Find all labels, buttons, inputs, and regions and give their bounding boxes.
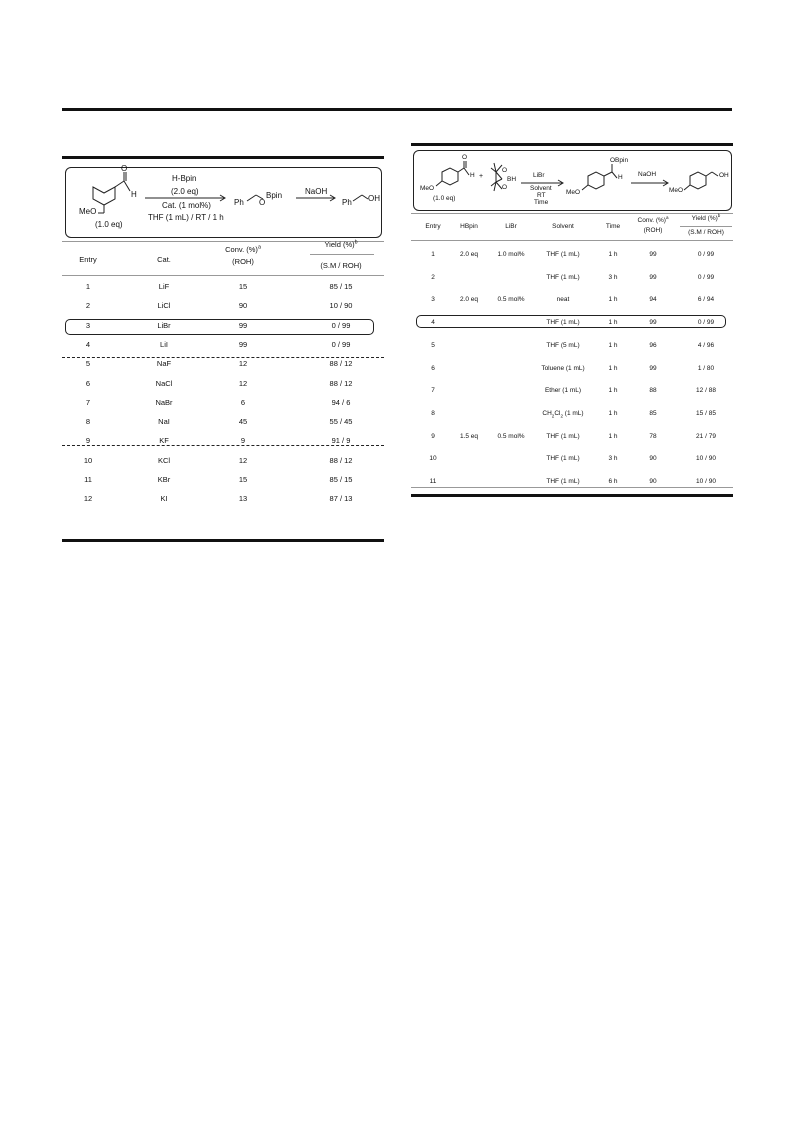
table1-reagent-top: H-Bpin — [172, 174, 197, 183]
table2-plus: + — [479, 173, 484, 180]
table1-header-yield-sup: b — [354, 239, 358, 246]
table2-header-libr: LiBr — [505, 223, 517, 230]
table1-header-conv: Conv. (%)$^a$ — [225, 244, 261, 254]
table1-conditions-label: THF (1 mL) / RT / 1 h — [148, 213, 224, 222]
table2-yield-subrule — [680, 226, 732, 227]
table2-cell-solvent: THF (1 mL) — [546, 478, 580, 485]
table1-cell-entry: 11 — [84, 475, 92, 484]
table2-header-time: Time — [605, 223, 621, 230]
table2-header-hbpin: HBpin — [460, 223, 478, 230]
table2-meo-label: MeO — [420, 185, 435, 192]
table2-cell-conv: 85 — [649, 409, 657, 417]
table2-cell-conv: 99 — [649, 251, 657, 258]
table2-cell-conv: 90 — [649, 455, 657, 463]
table2-cell-entry: 1 — [431, 251, 435, 258]
table1-cell-cat: LiBr — [157, 320, 171, 330]
table2-cell-yield: 12 / 88 — [696, 387, 716, 395]
table2-cell-time: 1 h — [608, 251, 618, 258]
table2-cell-conv: 78 — [649, 432, 657, 440]
table2-bottom-rule — [411, 494, 733, 497]
table1-cell-conv: 99 — [238, 320, 248, 330]
table1-ph1: Ph — [234, 198, 244, 207]
table1-cell-conv: 12 — [238, 359, 248, 369]
table2-naoh: NaOH — [638, 171, 657, 178]
table1-cell-yield: 0 / 99 — [331, 320, 351, 330]
table2-cell-yield: 1 / 80 — [697, 364, 715, 372]
table2-cell-time: 1 h — [608, 296, 618, 304]
table2-cell-yield: 10 / 90 — [696, 478, 716, 485]
table1-header-conv-sup: a — [257, 244, 261, 251]
table1-cell-cat: KI — [160, 494, 168, 504]
table2-header-yield-sub: (S.M / ROH) — [688, 229, 724, 236]
table1-cell-entry: 4 — [85, 339, 91, 349]
table2-cell-yield: 0 / 99 — [697, 273, 715, 281]
table1-cell-cat: LiF — [158, 282, 170, 291]
table1-boronate-bpin: Bpin — [266, 191, 283, 200]
table1-reagent-eq: (2.0 eq) — [171, 187, 199, 196]
table1-naoh-label: NaOH — [305, 187, 328, 196]
table1-cell-conv: 13 — [238, 494, 248, 504]
table2-cell-solvent: THF (1 mL) — [546, 273, 580, 281]
table1-oh: OH — [368, 194, 380, 203]
table2-o-top: O — [502, 167, 508, 174]
table1-cell-yield: 85 / 15 — [329, 282, 353, 291]
table2-cell-solvent: THF (1 mL) — [546, 455, 580, 463]
table1-cell-entry: 7 — [85, 397, 91, 407]
table2-cell-time: 1 h — [608, 387, 618, 395]
table1-ph2: Ph — [342, 198, 352, 207]
table2-cell-entry: 10 — [429, 455, 437, 463]
table2-cell-time: 3 h — [608, 455, 618, 463]
table1-cell-yield: 87 / 13 — [329, 494, 353, 504]
table1-cell-cat: NaCl — [155, 378, 173, 388]
table2-meo3: MeO — [669, 187, 684, 194]
table1-cell-yield: 0 / 99 — [331, 339, 351, 349]
table1-catalyst-label: Cat. (1 mol%) — [162, 201, 211, 210]
table2-header-yield-sup: b — [717, 213, 721, 218]
table2-cell-libr: 1.0 mol% — [497, 251, 525, 258]
table1-cell-entry: 8 — [85, 417, 91, 427]
table2-solvent: Solvent — [530, 185, 552, 192]
table1-cell-cat: NaBr — [155, 397, 173, 407]
table1-cell-cat: LiI — [160, 339, 168, 349]
table2-cell-entry: 8 — [431, 409, 435, 417]
table2-cell-yield: 4 / 96 — [697, 341, 715, 349]
table2-cell-yield: 10 / 90 — [696, 455, 716, 463]
table2-cell-time: 3 h — [608, 273, 618, 281]
table2-cell-entry: 9 — [431, 432, 435, 440]
table1-cell-conv: 12 — [238, 378, 248, 388]
table1-cell-yield: 88 / 12 — [329, 455, 353, 465]
table1-cell-cat: NaF — [156, 359, 172, 369]
table1-cell-conv: 90 — [238, 301, 248, 311]
table1-cell-entry: 6 — [85, 378, 91, 388]
table1-cell-yield: 55 / 45 — [329, 417, 353, 427]
table1-cell-conv: 99 — [238, 339, 248, 349]
table2-cell-solvent: Toluene (1 mL) — [541, 364, 585, 372]
table2-cell-conv: 90 — [649, 478, 657, 485]
table2-cell-entry: 11 — [429, 478, 437, 485]
table1-aldehyde-o: O — [121, 164, 128, 173]
table2-cell-entry: 4 — [431, 319, 435, 327]
table1-cell-conv: 6 — [240, 397, 246, 407]
table2-header-yield: Yield (%)$^b$ — [691, 213, 721, 223]
table2-cell-yield: 15 / 85 — [696, 409, 716, 417]
table1-header-cat: Cat. — [157, 255, 171, 264]
table2-aldehyde-o: O — [462, 154, 468, 161]
table2-cell-yield: 0 / 99 — [697, 251, 715, 258]
table2-cell-conv: 96 — [649, 341, 657, 349]
table2-cell-solvent: THF (5 mL) — [546, 341, 580, 349]
table1-header-yield: Yield (%)$^b$ — [324, 239, 358, 249]
table2-o-bottom: O — [502, 184, 508, 191]
table2-cell-solvent: Ether (1 mL) — [544, 387, 582, 395]
table1-meo-label: MeO — [79, 207, 97, 216]
table1-cell-cat: KBr — [157, 475, 171, 484]
table2-aldehyde-h: H — [470, 172, 475, 179]
table1-cell-cat: KCl — [157, 455, 171, 465]
table2-h-label: H — [618, 174, 623, 181]
table1-cell-entry: 1 — [85, 282, 91, 291]
table2-cell-conv: 99 — [649, 273, 657, 281]
table1-cell-cat: NaI — [158, 417, 170, 427]
table2-header-conv-sub: (ROH) — [643, 227, 663, 234]
table2-libr: LiBr — [533, 172, 545, 179]
table1-cell-conv: 12 — [238, 455, 248, 465]
table2-cell-entry: 3 — [431, 296, 435, 304]
table1-cell-conv: 45 — [238, 417, 248, 427]
table2-cell-yield: 21 / 79 — [696, 432, 716, 440]
table1-cell-conv: 15 — [238, 475, 248, 484]
table2-obpin: OBpin — [610, 157, 629, 164]
table2-cell-solvent: THF (1 mL) — [546, 432, 580, 440]
table1-aldehyde-h: H — [131, 190, 137, 199]
table1-cell-entry: 3 — [85, 320, 91, 330]
table2-cell-time: 1 h — [608, 341, 618, 349]
table2-cell-solvent: THF (1 mL) — [546, 319, 580, 327]
table2-cell-conv: 99 — [649, 364, 657, 372]
table1-header-conv-sub: (ROH) — [232, 257, 254, 266]
table2-cell-time: 1 h — [608, 319, 618, 327]
table1-cell-yield: 85 / 15 — [329, 475, 353, 484]
table2-header-conv: Conv. (%)$^a$ — [637, 215, 669, 225]
table2-cell-yield: 0 / 99 — [697, 319, 715, 327]
table1-cell-conv: 15 — [238, 282, 248, 291]
table1-cell-cat: KF — [159, 436, 169, 446]
table1-header-entry: Entry — [79, 255, 97, 264]
table2-cell-hbpin: 2.0 eq — [459, 296, 479, 304]
table2-substrate-eq: (1.0 eq) — [433, 195, 456, 202]
table2-cell-time: 6 h — [608, 478, 618, 485]
table2-cell-entry: 6 — [431, 364, 435, 372]
table1-cell-yield: 91 / 9 — [331, 436, 351, 446]
table2-header-bottom-rule — [411, 240, 733, 241]
table2-oh: OH — [719, 172, 729, 179]
table2-rt: RT — [537, 192, 546, 199]
table2-cell-hbpin: 2.0 eq — [459, 251, 479, 258]
table1-substrate-eq: (1.0 eq) — [95, 220, 123, 229]
table2-cell-time: 1 h — [608, 432, 618, 440]
table1-cell-entry: 9 — [85, 436, 91, 446]
table2-meo2: MeO — [566, 189, 581, 196]
table2-header-top-rule — [411, 213, 733, 214]
table1-cell-entry: 10 — [83, 455, 93, 465]
table2-last-row-rule — [411, 487, 733, 488]
table2-header-conv-sup: a — [665, 215, 669, 220]
table2-cell-solvent: THF (1 mL) — [546, 251, 580, 258]
table1-header-yield-sub: (S.M / ROH) — [320, 261, 362, 270]
table1-cell-yield: 88 / 12 — [329, 378, 353, 388]
table2-header-solvent: Solvent — [552, 223, 574, 230]
table2-highlight-entry-4 — [416, 315, 726, 328]
table2-cell-conv: 88 — [649, 387, 657, 395]
table2-bh: BH — [507, 176, 517, 183]
table2-cell-libr: 0.5 mol% — [497, 296, 525, 304]
table2-cell-yield: 6 / 94 — [697, 296, 715, 304]
table2-cell-entry: 7 — [431, 387, 435, 395]
table1-cell-entry: 5 — [85, 359, 91, 369]
table2-cell-solvent: $CH_2Cl_2$ (1 mL) — [542, 409, 584, 419]
table2-cell-time: 1 h — [608, 364, 618, 372]
table2-cell-conv: 99 — [649, 319, 657, 327]
table2-cell-hbpin: 1.5 eq — [459, 432, 479, 440]
table1-cell-entry: 2 — [85, 301, 91, 311]
table1-cell-conv: 9 — [240, 436, 246, 446]
table1-cell-entry: 12 — [83, 494, 93, 504]
table2-cell-time: 1 h — [608, 409, 618, 417]
table2-time: Time — [534, 199, 549, 206]
table2-cell-solvent: neat — [556, 296, 570, 304]
table2-cell-entry: 5 — [431, 341, 435, 349]
table1-cell-yield: 10 / 90 — [329, 301, 353, 311]
table2-cell-libr: 0.5 mol% — [497, 432, 525, 440]
table2-cell-conv: 94 — [649, 296, 657, 304]
table1-cell-cat: LiCl — [157, 301, 171, 311]
table1-cell-yield: 94 / 6 — [331, 397, 351, 407]
table2-cell-entry: 2 — [431, 273, 435, 281]
table1-boronate-o: O — [259, 198, 266, 207]
table1-cell-yield: 88 / 12 — [329, 359, 353, 369]
table2-header-entry: Entry — [425, 223, 441, 230]
